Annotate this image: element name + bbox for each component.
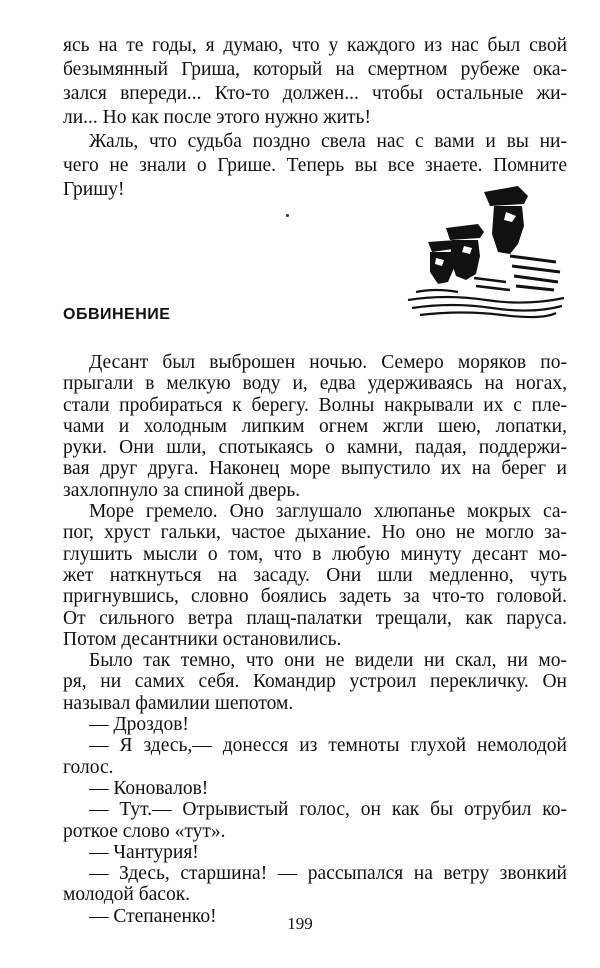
stray-dot [286, 214, 289, 217]
text-line: — Чантурия! [89, 841, 199, 863]
text-line: Десант был выброшен ночью. Семеро моряков по- [89, 352, 567, 373]
text-line: стали пробираться к берегу. Волны накрывали их с пле- [63, 394, 567, 416]
text-line: Потом десантники остановились. [63, 628, 342, 650]
text-line: роткое слово «тут». [63, 820, 226, 842]
dialogue-line-stepanenko [63, 906, 567, 927]
text-line: безымянный Гриша, который на смертном рубеже ока- [63, 59, 567, 80]
text-line: руки. Они шли, спотыкаясь о камни, падая, поддержи- [63, 437, 567, 459]
text-line: пригнувшись, словно боялись задеть за что-то головой. [63, 586, 567, 608]
text-line: — Я здесь,— донесся из темноты глухой немолодой [89, 735, 567, 757]
text-line: чами и холодным липким огнем жгли шею, лопатки, [63, 415, 567, 437]
dialogue-line-drozdov [63, 714, 567, 735]
text-line: — Степаненко! [89, 905, 217, 927]
page-number: 199 [287, 914, 313, 933]
paragraph-landing [63, 352, 567, 501]
dialogue-line-konovalov [63, 778, 567, 799]
text-line: вая друг друга. Наконец море выпустило их на берег и [63, 458, 567, 480]
text-line: называл фамилии шепотом. [63, 692, 294, 714]
dialogue-reply-drozdov [63, 735, 567, 778]
text-line: — Коновалов! [89, 778, 209, 799]
dialogue-reply-konovalov [63, 799, 567, 842]
text-line: жет наткнуться на засаду. Они шли медленно, чуть [63, 564, 567, 586]
text-line: молодой басок. [63, 884, 191, 906]
text-line: зался впереди... Кто-то должен... чтобы остальные жи- [63, 83, 567, 104]
dialogue-line-chanturiya [63, 842, 567, 863]
opening-paragraph [63, 34, 567, 130]
text-line: Гришу! [63, 179, 125, 200]
text-line: прыгали в мелкую воду и, едва удерживаясь на ногах, [63, 373, 567, 395]
text-line: Жаль, что судьба поздно свела нас с вами и вы ни- [89, 131, 567, 152]
text-line: ясь на те годы, я думаю, что у каждого из нас был свой [63, 35, 567, 56]
text-line: — Здесь, старшина! — рассыпался на ветру звонкий [89, 863, 567, 885]
text-line: — Дроздов! [89, 714, 189, 736]
text-line: Море гремело. Оно заглушало хлюпанье мокрых са- [89, 501, 567, 523]
dialogue-reply-chanturiya [63, 863, 567, 906]
text-line: ря, ни самих себя. Командир устроил перекличку. Он [63, 671, 567, 693]
text-line: глушить мысли о том, что в любую минуту десант мо- [63, 543, 567, 565]
text-line: Было так темно, что они не видели ни скал, ни мо- [89, 650, 567, 672]
text-line: пог, хруст гальки, частое дыхание. Но оно не могло за- [63, 522, 567, 544]
text-line: голос. [63, 756, 114, 778]
paragraph-darkness [63, 650, 567, 714]
text-line: захлопнуло за спиной дверь. [63, 479, 301, 501]
text-line: ли... Но как после этого нужно жить! [63, 107, 371, 128]
section-heading: ОБВИНЕНИЕ [63, 306, 171, 323]
text-line: — Тут.— Отрывистый голос, он как бы отрубил ко- [89, 799, 567, 821]
text-line: От сильного ветра плащ-палатки трещали, как паруса. [63, 607, 567, 629]
text-line: чего не знали о Грише. Теперь вы все знаете. Помните [63, 155, 567, 176]
paragraph-sea [63, 501, 567, 650]
sailors-illustration [406, 182, 568, 320]
